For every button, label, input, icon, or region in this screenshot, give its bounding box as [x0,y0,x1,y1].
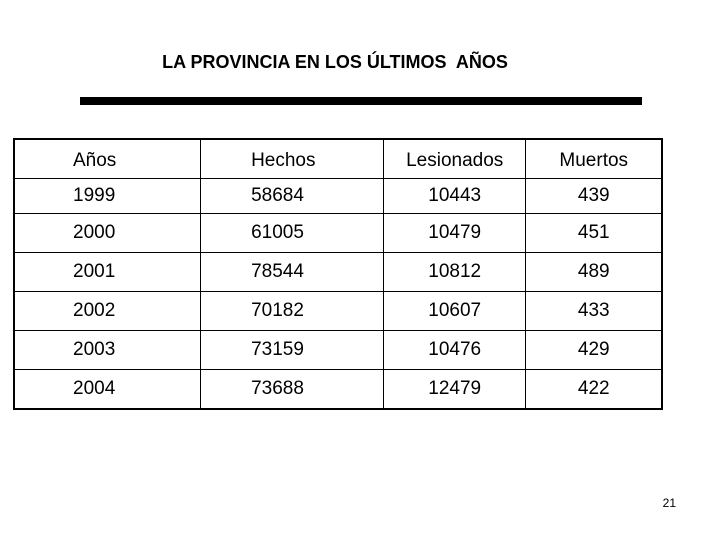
cell-lesionados: 10443 [383,179,526,214]
table-row [14,253,662,292]
cell-lesionados: 10607 [383,292,526,331]
cell-hechos: 73159 [201,331,384,370]
cell-hechos: 78544 [201,253,384,292]
cell-muertos: 429 [526,331,662,370]
slide-title: LA PROVINCIA EN LOS ÚLTIMOS AÑOS [162,52,508,72]
cell-hechos: 61005 [201,214,384,253]
table-row [14,370,662,410]
cell-lesionados: 12479 [383,370,526,410]
statistics-table [13,138,663,410]
cell-year: 1999 [14,179,201,214]
cell-hechos: 70182 [201,292,384,331]
cell-hechos: 73688 [201,370,384,410]
table-row [14,179,662,214]
cell-year: 2000 [14,214,201,253]
header-lesionados: Lesionados [383,139,526,179]
cell-year: 2004 [14,370,201,410]
cell-lesionados: 10479 [383,214,526,253]
header-muertos: Muertos [526,139,662,179]
cell-lesionados: 10476 [383,331,526,370]
cell-year: 2003 [14,331,201,370]
table-row [14,292,662,331]
page-number: 21 [662,496,676,510]
table-header-row [14,139,662,179]
cell-hechos: 58684 [201,179,384,214]
table-row [14,331,662,370]
title-underline-rule [80,97,642,105]
cell-lesionados: 10812 [383,253,526,292]
cell-year: 2002 [14,292,201,331]
cell-muertos: 489 [526,253,662,292]
table-row [14,214,662,253]
cell-muertos: 451 [526,214,662,253]
cell-muertos: 439 [526,179,662,214]
cell-muertos: 422 [526,370,662,410]
cell-muertos: 433 [526,292,662,331]
header-hechos: Hechos [201,139,384,179]
cell-year: 2001 [14,253,201,292]
header-anos: Años [14,139,201,179]
